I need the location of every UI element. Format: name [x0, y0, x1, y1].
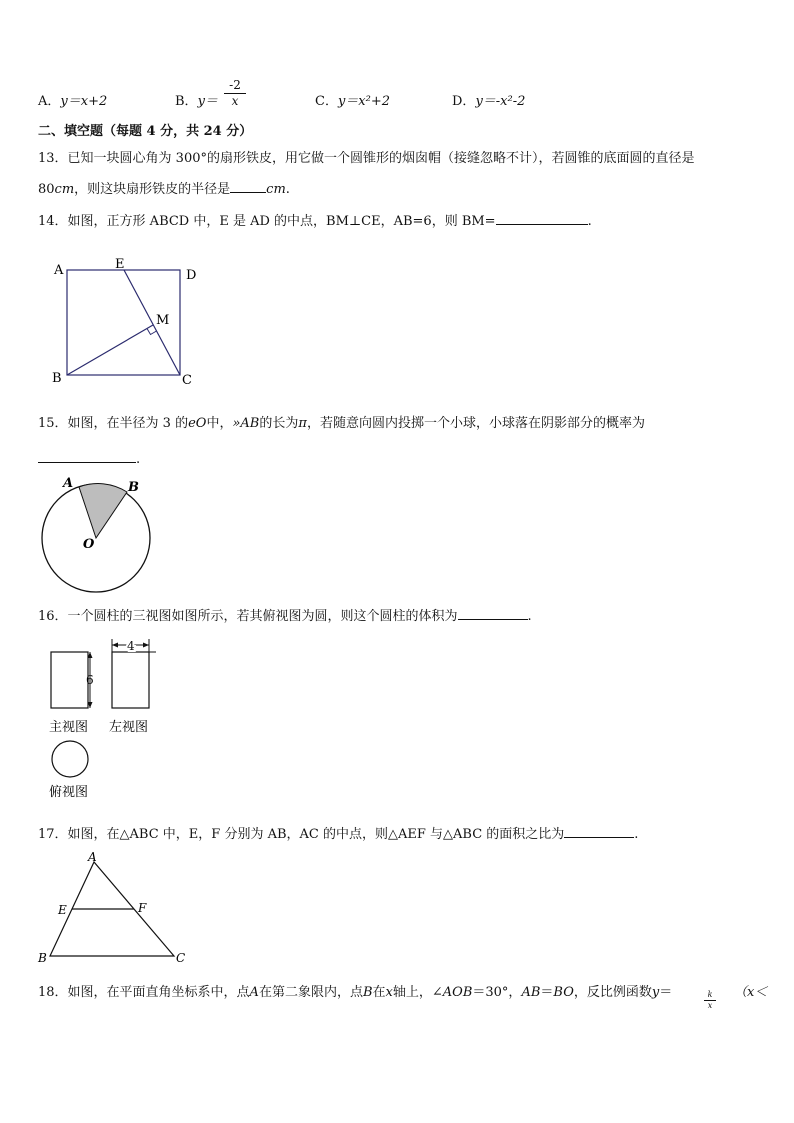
q18-k: k: [704, 990, 716, 1001]
q18-s4: 轴上，∠: [392, 985, 443, 1000]
section-heading: 二、填空题（每题 4 分，共 24 分）: [38, 124, 253, 139]
q18-x-den: x: [707, 1001, 713, 1010]
q18-bo: BO: [553, 985, 574, 1000]
q15-circle-symbol: e: [188, 416, 196, 431]
q18-s2: 在第二象限内，点: [258, 985, 363, 1000]
label-e: E: [115, 257, 125, 272]
q18-tail: （x＜: [734, 985, 768, 1000]
option-b-label: B．: [175, 94, 198, 109]
q17-stem: 17．如图，在△ABC 中，E，F 分别为 AB，AC 的中点，则△AEF 与△ABC 的面积之比为: [38, 827, 565, 842]
q15-rest: ，若随意向圆内投掷一个小球，小球落在阴影部分的概率为: [306, 416, 645, 431]
width-arrow-right: [143, 643, 149, 648]
label-c: C: [176, 951, 186, 965]
q16-stem: 16．一个圆柱的三视图如图所示，若其俯视图为圆，则这个圆柱的体积为: [38, 609, 458, 624]
top-view-label: 俯视图: [49, 785, 89, 800]
q18-eq: ＝: [659, 985, 673, 1000]
q16-end: .: [527, 609, 532, 624]
option-b-numerator: -2: [224, 78, 246, 94]
q18-x-axis: x: [385, 985, 393, 1000]
q14-text: [38, 210, 592, 229]
q13-answer-blank[interactable]: [230, 180, 266, 193]
q15-answer-blank[interactable]: [38, 450, 136, 463]
q13-unit2: cm: [266, 182, 286, 197]
q15-text: [38, 412, 645, 431]
q12-option-a: [38, 90, 107, 109]
q14-answer-blank[interactable]: [496, 212, 588, 225]
left-view-rect: [112, 652, 149, 708]
q14-stem: 14．如图，正方形 ABCD 中，E 是 AD 的中点，BM⊥CE，AB=6，则 BM=: [38, 214, 496, 229]
label-d: D: [186, 268, 197, 283]
q13-diameter: 80: [38, 182, 55, 197]
label-a: A: [88, 850, 97, 864]
label-m: M: [156, 313, 170, 328]
q13-text: ，则这块扇形铁皮的半径是: [74, 182, 231, 197]
q18-point-a: A: [249, 985, 259, 1000]
q14-square-figure: [40, 255, 220, 390]
q18-s6: ＝: [540, 985, 554, 1000]
q16-answer-blank[interactable]: [458, 607, 528, 620]
q18-s3: 在: [372, 985, 386, 1000]
shaded-sector: [79, 484, 127, 538]
q17-answer-blank[interactable]: [564, 825, 634, 838]
q15-arc: »AB: [232, 416, 260, 431]
height-label: 6: [86, 673, 94, 687]
q15-circle-figure: [38, 470, 158, 600]
q12-option-b: [175, 90, 218, 109]
segment-ce: [124, 270, 180, 375]
q15-post: 的长为: [259, 416, 299, 431]
option-a-label: A．: [38, 94, 61, 109]
q15-answer-line: [38, 450, 140, 467]
segment-bm: [67, 325, 153, 375]
front-view-rect: [51, 652, 88, 708]
q15-pi: π: [298, 416, 307, 431]
q13-line1: 13．已知一块圆心角为 300°的扇形铁皮，用它做一个圆锥形的烟囱帽（接缝忽略不计），若圆锥的底面圆的直径是: [38, 151, 695, 166]
left-view-label: 左视图: [109, 720, 149, 735]
label-b: B: [38, 951, 47, 965]
label-a: A: [63, 476, 74, 491]
q18-point-b: B: [362, 985, 373, 1000]
label-f: F: [138, 901, 147, 915]
q16-three-views: [45, 636, 175, 806]
top-view-circle: [52, 741, 88, 777]
q12-option-c: [315, 90, 390, 109]
q15-end: .: [136, 452, 141, 467]
option-a-expr: y＝x+2: [60, 94, 108, 109]
q15-center: O: [195, 416, 207, 431]
width-label: 4: [127, 639, 135, 653]
option-d-expr: y＝-x²-2: [475, 94, 526, 109]
q18-angle: AOB: [442, 985, 473, 1000]
q17-triangle-figure: [34, 848, 199, 966]
q12-option-d: [452, 90, 525, 109]
option-b-denominator: x: [231, 94, 239, 108]
q17-text: [38, 823, 638, 842]
q18-s5: ＝30°，: [472, 985, 522, 1000]
option-b-lhs: y＝: [197, 94, 218, 109]
q13-line2: [38, 178, 290, 197]
q16-text: [38, 605, 532, 624]
label-o: O: [83, 537, 95, 552]
width-arrow-left: [112, 643, 118, 648]
label-a: A: [54, 263, 64, 278]
label-c: C: [182, 373, 192, 388]
q18-s7: ，反比例函数: [573, 985, 652, 1000]
option-c-label: C．: [315, 94, 338, 109]
q18-y: y: [651, 985, 660, 1000]
option-d-label: D．: [452, 94, 476, 109]
q18-text: [38, 981, 672, 1000]
option-c-expr: y＝x²+2: [337, 94, 391, 109]
label-b: B: [52, 371, 62, 386]
q15-mid: 中，: [206, 416, 233, 431]
q15-stem-start: 15．如图，在半径为 3 的: [38, 416, 189, 431]
label-e: E: [58, 903, 67, 917]
q18-ab: AB: [521, 985, 541, 1000]
label-b: B: [128, 480, 139, 495]
front-view-label: 主视图: [49, 720, 89, 735]
option-b-fraction: [224, 78, 246, 109]
q13-end: .: [285, 182, 290, 197]
q18-s1: 18．如图，在平面直角坐标系中，点: [38, 985, 250, 1000]
q17-end: .: [634, 827, 639, 842]
q18-fraction: [704, 990, 716, 1011]
q14-end: .: [587, 214, 592, 229]
q13-unit: cm: [54, 182, 75, 197]
